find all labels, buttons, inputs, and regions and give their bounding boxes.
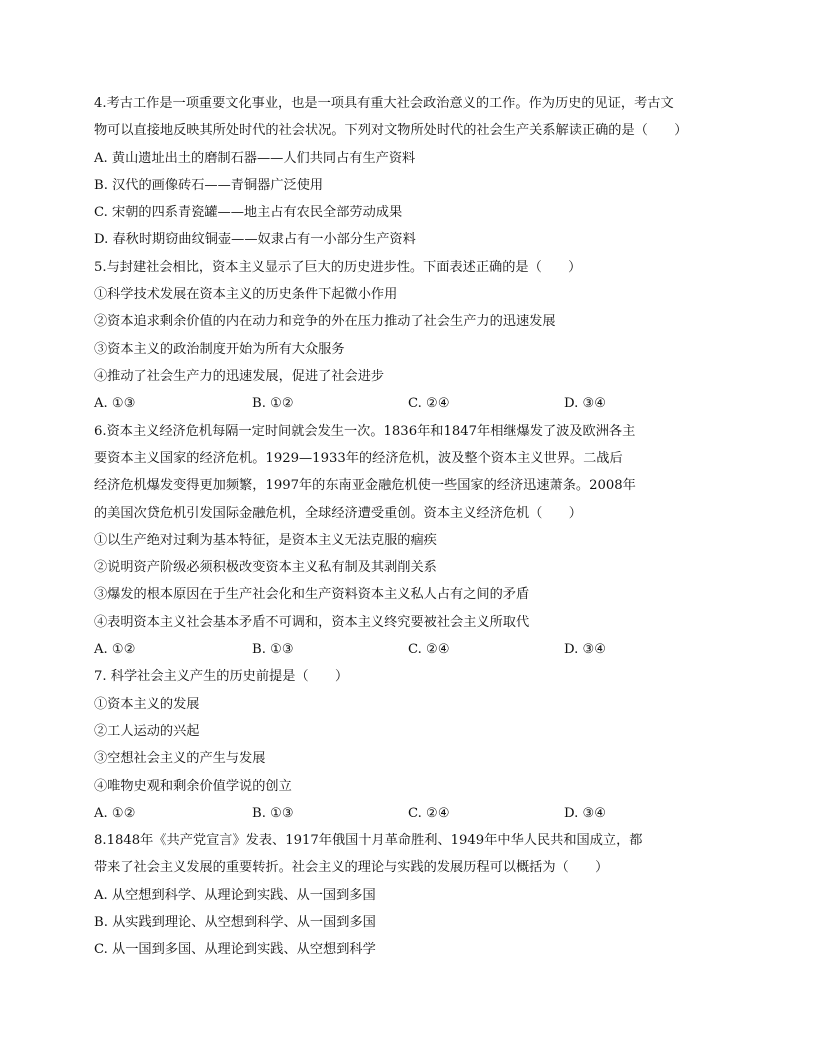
q5-choice-c: C. ②④ [408, 396, 450, 411]
q7-item-4: ④唯物史观和剩余价值学说的创立 [94, 779, 292, 794]
q6-stem-line-1: 6.资本主义经济危机每隔一定时间就会发生一次。1836年和1847年相继爆发了波及欧洲各主 [94, 424, 636, 439]
q5-choice-a: A. ①③ [94, 396, 136, 411]
q4-stem-line-2: 物可以直接地反映其所处时代的社会状况。下列对文物所处时代的社会生产关系解读正确的是（ ） [94, 123, 688, 138]
q5-item-2: ②资本追求剩余价值的内在动力和竞争的外在压力推动了社会生产力的迅速发展 [94, 314, 556, 329]
q5-item-1: ①科学技术发展在资本主义的历史条件下起微小作用 [94, 287, 398, 302]
q8-option-c: C. 从一国到多国、从理论到实践、从空想到科学 [94, 942, 376, 957]
q7-choice-a: A. ①② [94, 806, 136, 821]
q8-option-a: A. 从空想到科学、从理论到实践、从一国到多国 [94, 888, 376, 903]
q8-stem-line-2: 带来了社会主义发展的重要转折。社会主义的理论与实践的发展历程可以概括为（ ） [94, 860, 609, 875]
q6-item-2: ②说明资产阶级必须积极改变资本主义私有制及其剥削关系 [94, 560, 437, 575]
q7-item-3: ③空想社会主义的产生与发展 [94, 751, 266, 766]
q4-option-d: D. 春秋时期窃曲纹铜壶——奴隶占有一小部分生产资料 [94, 232, 416, 247]
q4-option-c: C. 宋朝的四系青瓷罐——地主占有农民全部劳动成果 [94, 205, 403, 220]
q4-option-b: B. 汉代的画像砖石——青铜器广泛使用 [94, 178, 324, 193]
q6-item-3: ③爆发的根本原因在于生产社会化和生产资料资本主义私人占有之间的矛盾 [94, 587, 530, 602]
q7-item-2: ②工人运动的兴起 [94, 724, 200, 739]
q5-choice-d: D. ③④ [564, 396, 607, 411]
q4-option-a: A. 黄山遗址出土的磨制石器——人们共同占有生产资料 [94, 151, 416, 166]
q5-item-4: ④推动了社会生产力的迅速发展，促进了社会进步 [94, 369, 385, 384]
q5-item-3: ③资本主义的政治制度开始为所有大众服务 [94, 342, 345, 357]
q6-choice-a: A. ①② [94, 642, 136, 657]
q8-option-b: B. 从实践到理论、从空想到科学、从一国到多国 [94, 915, 376, 930]
q6-stem-line-4: 的美国次贷危机引发国际金融危机，全球经济遭受重创。资本主义经济危机（ ） [94, 506, 582, 521]
q5-stem: 5.与封建社会相比，资本主义显示了巨大的历史进步性。下面表述正确的是（ ） [94, 260, 582, 275]
q7-choice-d: D. ③④ [564, 806, 607, 821]
q6-choice-d: D. ③④ [564, 642, 607, 657]
q6-item-1: ①以生产绝对过剩为基本特征，是资本主义无法克服的痼疾 [94, 533, 437, 548]
q5-choice-b: B. ①② [252, 396, 294, 411]
q7-item-1: ①资本主义的发展 [94, 697, 200, 712]
q7-choice-c: C. ②④ [408, 806, 450, 821]
q7-stem: 7. 科学社会主义产生的历史前提是（ ） [94, 669, 349, 684]
q4-stem-line-1: 4.考古工作是一项重要文化事业，也是一项具有重大社会政治意义的工作。作为历史的见证，考古文 [94, 96, 674, 111]
q6-stem-line-2: 要资本主义国家的经济危机。1929—1933年的经济危机，波及整个资本主义世界。二战后 [94, 451, 623, 466]
q6-stem-line-3: 经济危机爆发变得更加频繁，1997年的东南亚金融危机使一些国家的经济迅速萧条。2008年 [94, 478, 636, 493]
q8-stem-line-1: 8.1848年《共产党宣言》发表、1917年俄国十月革命胜利、1949年中华人民共和国成立，都 [94, 833, 643, 848]
q7-choice-b: B. ①③ [252, 806, 294, 821]
q6-choice-c: C. ②④ [408, 642, 450, 657]
q6-item-4: ④表明资本主义社会基本矛盾不可调和，资本主义终究要被社会主义所取代 [94, 615, 530, 630]
q6-choice-b: B. ①③ [252, 642, 294, 657]
